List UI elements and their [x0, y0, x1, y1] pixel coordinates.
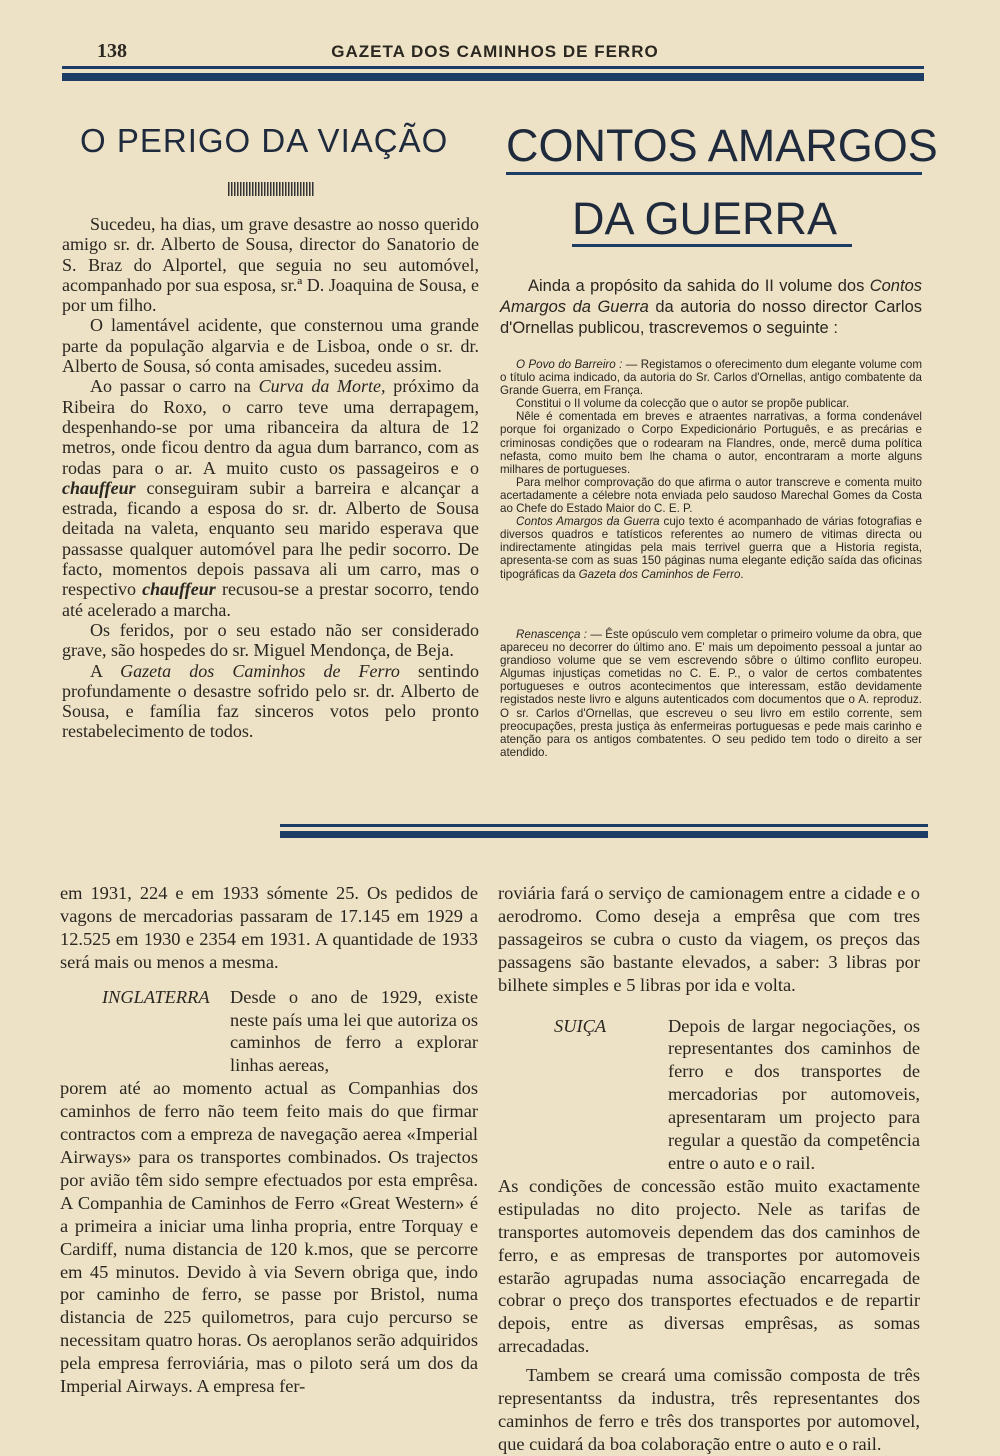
section-divider-thick — [280, 831, 928, 838]
lower-left-column — [60, 882, 478, 1398]
paragraph: roviária fará o serviço de camionagem entre a cidade e o aerodromo. Como deseja a emprêsa que com tres passageiros se cubra o custo da viagem, os preços das passagens são bastante elevados, a saber: 3 libras por bilhete simples e 5 libras por ida e volta. — [498, 883, 920, 995]
quote-renascenca — [500, 628, 922, 759]
paragraph — [62, 661, 479, 742]
paragraph — [500, 515, 922, 580]
publication-name: Gazeta dos Caminhos de Ferro — [120, 660, 400, 681]
section-label: INGLATERRA — [102, 986, 210, 1007]
article-body-perigo — [62, 214, 479, 742]
paragraph — [500, 276, 922, 339]
paragraph: Sucedeu, ha dias, um grave desastre ao nosso querido amigo sr. dr. Alberto de Sousa, director do Sanatorio de S. Braz do Alportel, que seguia no seu automóvel, acompanhado por sua esposa, sr.ª D. Joaquina de Sousa, e por um filho. — [62, 214, 479, 316]
text-run: — Êste opúsculo vem completar o primeiro volume da obra, que apareceu no decorrer do último ano. E' mais um depoimento pessoal a juntar ao grandioso volume que se vem escrevendo sôbre o último conflito europeu. Algumas injustiças cometidas no C. E. P., o valor de certos combatentes portugueses e outros acontecimentos que interessam, estão devidamente registados neste livro e alguns autenticados com documentos que o A. reproduz. O sr. Carlos d'Ornellas, que escreveu o seu livro em estilo corrente, sem preocupações, presta justiça às enfermeiras portuguesas e pede mais carinho e atenção para os antigos combatentes. O seu pedido tem todo o direito a ser atendido. — [500, 628, 922, 759]
section-text: Depois de largar negociações, os representantes dos caminhos de ferro e dos transportes de mercadorias por automoveis, apresentaram um projecto para regular a questão da competência entre o auto e o rail. — [668, 1015, 920, 1173]
text-run: cujo texto é acompanhado de várias fotografias e diversos quadros e tatísticos referentes ao numero de vitimas directa ou indirectamente atingidas pela mais terrivel guerra que a Historia regista, apresenta-se com as suas 150 páginas numa elegante edição saída das oficinas tipográficas da — [500, 515, 922, 581]
paragraph: porem até ao momento actual as Companhias dos caminhos de ferro não teem feito mais do que firmar contractos com a empreza de navegação aerea «Imperial Airways» para os transportes combinados. Os trajectos por avião têm sido sempre efectuados por esta emprêsa. A Companhia de Caminhos de Ferro «Great Western» é a primeira a iniciar uma linha propria, entre Torquay e Cardiff, numa distancia de 120 k.mos, que se percorre em 45 minutos. Devido à via Severn obriga que, indo por caminho de ferro, se passe por Bristol, numa distancia de 225 quilometros, para cujo percurso se necessitam quatro horas. Os aeroplanos serão adquiridos pela empresa ferroviária, mas o piloto será um dos da Imperial Airways. A empresa fer- — [60, 1078, 478, 1397]
source-name: O Povo do Barreiro : — [516, 358, 623, 371]
quote-povo-barreiro — [500, 358, 922, 581]
paragraph: Tambem se creará uma comissão composta de três representantss da industra, três representantes dos caminhos de ferro e três dos transportes por automovel, que cuidará da boa colaboração entre o auto e o rail. — [498, 1365, 920, 1454]
header-rule-thin — [62, 66, 924, 69]
book-title: Contos Amargos da Guerra — [500, 277, 922, 316]
title-underline — [572, 244, 852, 247]
paragraph: Constitui o II volume da colecção que o autor se propõe publicar. — [516, 397, 850, 411]
text-run: — Registamos o oferecimento dum elegante volume com o título acima indicado, da autoria do Sr. Carlos d'Ornellas, antigo combatente da Grande Guerra, em França. — [500, 358, 923, 398]
place-name: Curva da Morte, — [258, 376, 386, 397]
title-ornament — [228, 182, 314, 196]
paragraph: Os feridos, por o seu estado não ser considerado grave, são hospedes do sr. Miguel Mendonça, de Beja. — [62, 619, 479, 661]
title-underline — [506, 172, 922, 175]
paragraph — [62, 376, 479, 620]
text-run: recusou-se a prestar socorro, tendo até acelerado a marcha. — [62, 579, 479, 620]
paragraph — [500, 358, 922, 397]
text-run: . — [740, 567, 744, 581]
source-name: Renascença : — [516, 628, 587, 641]
paragraph: As condições de concessão estão muito exactamente estipuladas no dito projecto. Nele as tarifas de transportes automoveis dependem das dos caminhos de ferro, e as empresas de transportes por automoveis estarão agrupadas numa associação encarregada de cobrar o preço dos transportes efectuados e de repartir depois, entre as diversas emprêsas, as somas arrecadadas. — [498, 1175, 920, 1357]
paragraph: Para melhor comprovação do que afirma o autor transcreve e comenta muito acertadamente a célebre nota enviada pelo saudoso Marechal Gomes da Costa ao Chefe do Estado Maior do C. E. P. — [500, 475, 922, 516]
publication-name: Gazeta dos Caminhos de Ferro — [578, 567, 741, 581]
text-run: conseguiram subir a barreira e alcançar a estrada, ficando a esposa do sr. dr. Alberto de Sousa deitada na valeta, enquanto seu marido esperava que passasse qualquer automóvel para lhe pedir socorro. De facto, momentos depois passava ali um carro, mas o respectivo — [62, 477, 479, 600]
running-header: GAZETA DOS CAMINHOS DE FERRO — [331, 42, 659, 61]
paragraph: em 1931, 224 e em 1933 sómente 25. Os pedidos de vagons de mercadorias passaram de 17.145 em 1929 a 12.525 em 1930 e 2354 em 1931. A quantidade de 1933 será mais ou menos a mesma. — [60, 883, 478, 972]
foreign-word: chauffeur — [62, 477, 136, 498]
foreign-word: chauffeur — [142, 579, 216, 600]
text-run: próximo da Ribeira do Roxo, o carro teve uma derrapagem, despenhando-se por uma ribanceira da altura de 12 metros, onde ficou dentro da agua dum barranco, com as rodas para o ar. A muito custo os passageiros e o — [62, 376, 479, 478]
text-run: Ao passar o carro na — [90, 376, 259, 397]
paragraph — [500, 628, 922, 759]
book-title: Contos Amargos da Guerra — [516, 515, 660, 529]
text-run: sentindo profundamente o desastre sofrido pelo sr. dr. Alberto de Sousa, e família faz sinceros votos pelo pronto restabelecimento de todos. — [62, 660, 479, 742]
section-inglaterra — [60, 986, 478, 1078]
section-divider-thin — [280, 824, 928, 827]
article-title-contos-line2: DA GUERRA — [572, 193, 838, 244]
article-title-perigo: O PERIGO DA VIAÇÃO — [80, 122, 449, 159]
text-run: A — [90, 660, 121, 681]
text-run: da autoria do nosso director Carlos d'Ornellas publicou, trascrevemos o seguinte : — [500, 298, 922, 337]
page-number: 138 — [97, 40, 127, 62]
section-text: Desde o ano de 1929, existe neste país uma lei que autoriza os caminhos de ferro a explorar linhas aereas, — [230, 986, 478, 1076]
text-run: Ainda a propósito da sahida do II volume dos — [528, 277, 870, 295]
header-rule-thick — [62, 73, 924, 81]
lower-right-column — [498, 882, 920, 1456]
section-suica — [498, 1015, 920, 1175]
paragraph: O lamentável acidente, que consternou uma grande parte da população algarvia e de Lisboa, onde o sr. dr. Alberto de Sousa, só conta amisades, sucedeu assim. — [62, 315, 479, 377]
article-title-contos-line1: CONTOS AMARGOS — [506, 120, 938, 171]
article-intro-contos — [500, 276, 922, 339]
paragraph: Nêle é comentada em breves e atraentes narrativas, a forma condenável porque foi organizado o Corpo Expedicionário Português, e as precárias e criminosas condições que o rodearam na Flandres, onde, mercê duma política nefasta, como muito bem lhe chama o autor, encontraram a morte alguns milhares de portugueses. — [500, 410, 922, 476]
section-label: SUIÇA — [554, 1015, 607, 1036]
